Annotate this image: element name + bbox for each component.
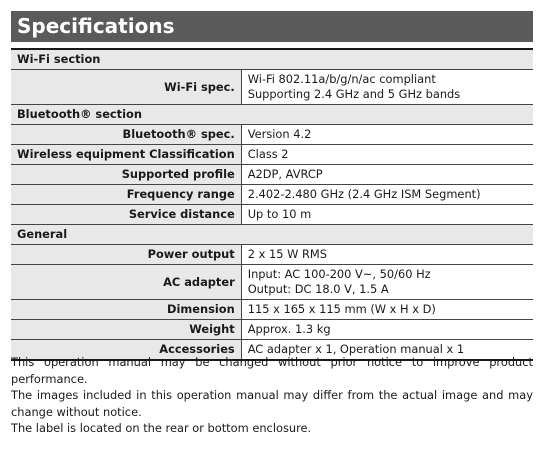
specifications-table — [11, 48, 533, 361]
spec-value — [241, 265, 533, 300]
spec-value: Class 2 — [241, 145, 533, 165]
spec-label: Supported profile — [11, 165, 241, 185]
section-header-row — [11, 105, 533, 125]
spec-value: Up to 10 m — [241, 205, 533, 225]
section-heading-wifi: Wi-Fi section — [11, 49, 533, 70]
table-row — [11, 185, 533, 205]
spec-label: Power output — [11, 245, 241, 265]
table-row — [11, 125, 533, 145]
spec-label: AC adapter — [11, 265, 241, 300]
spec-value: A2DP, AVRCP — [241, 165, 533, 185]
table-row — [11, 70, 533, 105]
spec-value: Approx. 1.3 kg — [241, 320, 533, 340]
table-row — [11, 320, 533, 340]
page-title: Specifications — [11, 11, 533, 42]
section-header-row — [11, 49, 533, 70]
section-header-row — [11, 225, 533, 245]
spec-label: Weight — [11, 320, 241, 340]
spec-value — [241, 70, 533, 105]
spec-value-line: Wi-Fi 802.11a/b/g/n/ac compliant — [247, 72, 436, 86]
spec-label: Accessories — [11, 340, 241, 361]
spec-value-line: Input: AC 100-200 V~, 50/60 Hz — [247, 267, 431, 281]
note-paragraph: The images included in this operation manual may differ from the actual image and may change without notice. — [11, 388, 533, 419]
spec-value-line: Supporting 2.4 GHz and 5 GHz bands — [247, 87, 461, 101]
table-row — [11, 245, 533, 265]
table-row — [11, 205, 533, 225]
spec-value: 2 x 15 W RMS — [241, 245, 533, 265]
spec-label: Bluetooth® spec. — [11, 125, 241, 145]
note-paragraph: The label is located on the rear or bottom enclosure. — [11, 421, 312, 435]
spec-value: Version 4.2 — [241, 125, 533, 145]
spec-label: Dimension — [11, 300, 241, 320]
table-row — [11, 300, 533, 320]
spec-label: Service distance — [11, 205, 241, 225]
spec-label: Wireless equipment Classification — [11, 145, 241, 165]
table-row — [11, 145, 533, 165]
spec-value-line: Output: DC 18.0 V, 1.5 A — [247, 282, 389, 296]
table-row — [11, 265, 533, 300]
section-heading-general: General — [11, 225, 533, 245]
notes — [11, 354, 533, 437]
spec-label: Wi-Fi spec. — [11, 70, 241, 105]
section-heading-bluetooth: Bluetooth® section — [11, 105, 533, 125]
spec-value: AC adapter x 1, Operation manual x 1 — [241, 340, 533, 361]
spec-value: 115 x 165 x 115 mm (W x H x D) — [241, 300, 533, 320]
spec-label: Frequency range — [11, 185, 241, 205]
spec-value: 2.402-2.480 GHz (2.4 GHz ISM Segment) — [241, 185, 533, 205]
table-row — [11, 165, 533, 185]
note-paragraph: This operation manual may be changed without prior notice to improve product performance. — [11, 355, 533, 386]
